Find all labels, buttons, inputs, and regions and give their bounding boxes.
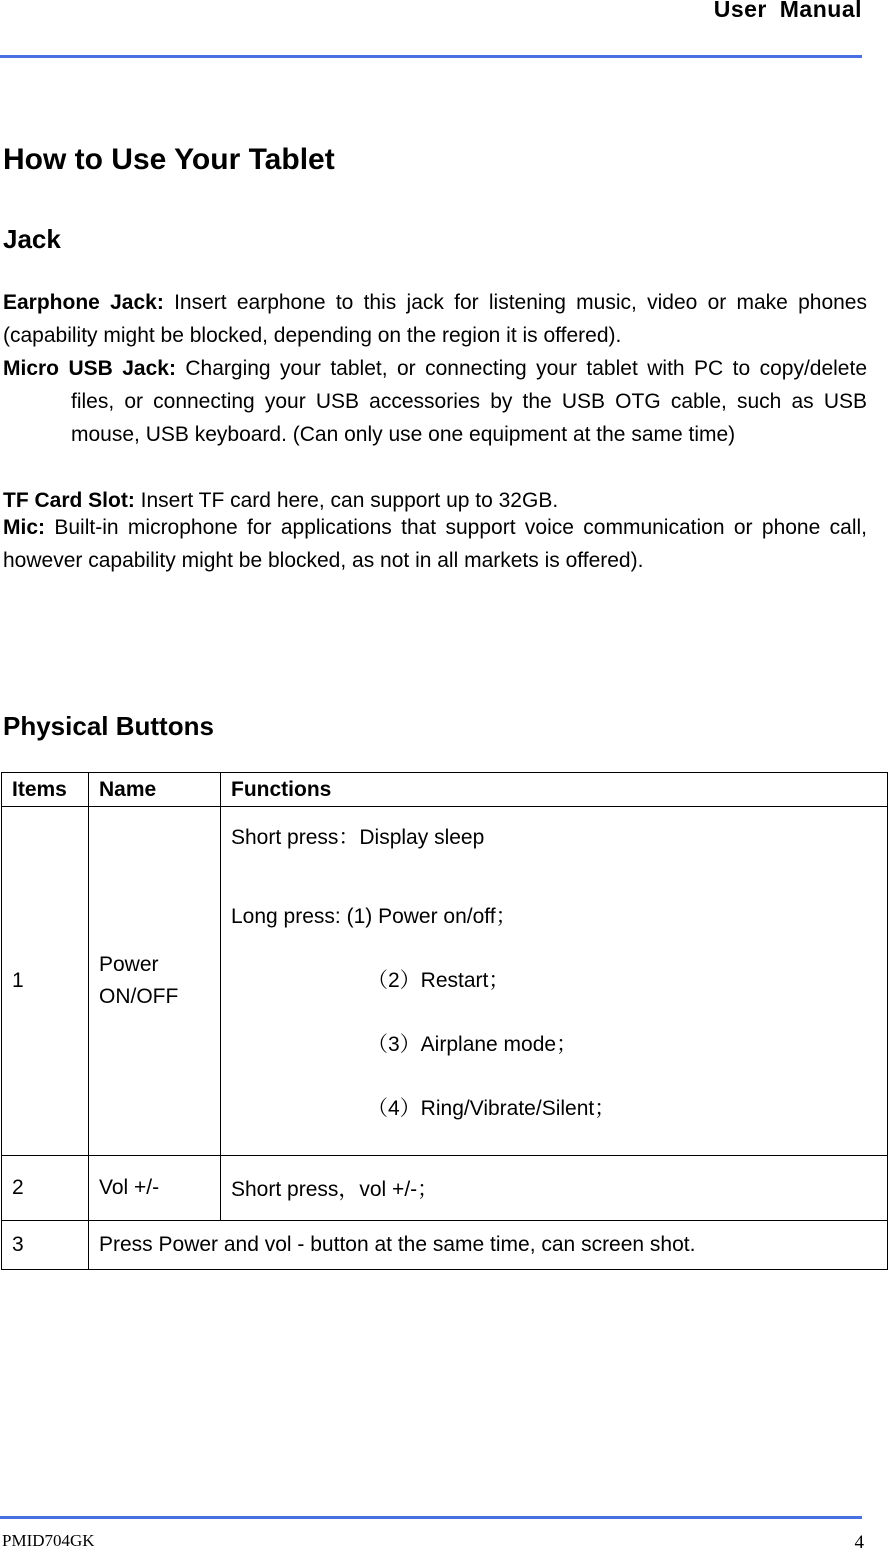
page-title: How to Use Your Tablet — [3, 143, 335, 176]
header-items: Items — [2, 773, 89, 807]
row1-name: Power ON/OFF — [89, 807, 221, 1156]
tf-card-slot-text: Insert TF card here, can support up to 32GB. — [134, 489, 559, 512]
row2-name: Vol +/- — [89, 1156, 221, 1221]
row2-functions: Short press，vol +/-； — [221, 1156, 888, 1221]
physical-buttons-table — [1, 772, 888, 1270]
micro-usb-jack-paragraph — [3, 352, 867, 451]
table-header-row — [2, 773, 888, 807]
function-line: Short press：Display sleep — [231, 826, 485, 849]
footer-model: PMID704GK — [2, 1531, 95, 1550]
mic-text: Built-in microphone for applications that support voice communication or phone call, however capability might be blocked, as not in all markets is offered). — [3, 516, 867, 572]
function-line: （4）Ring/Vibrate/Silent； — [367, 1097, 616, 1120]
table-row — [2, 1221, 888, 1270]
header-functions: Functions — [221, 773, 888, 807]
jack-heading: Jack — [3, 224, 61, 254]
row1-item: 1 — [2, 807, 89, 1156]
table-row — [2, 807, 888, 1156]
header-rule — [0, 55, 862, 58]
function-line: （3）Airplane mode； — [367, 1033, 578, 1056]
page-number: 4 — [854, 1532, 864, 1553]
earphone-jack-label: Earphone Jack: — [3, 291, 164, 314]
row1-functions — [221, 807, 888, 1156]
mic-paragraph — [3, 511, 867, 577]
earphone-jack-text: Insert earphone to this jack for listening music, video or make phones (capability might be blocked, depending on the region it is offered). — [3, 291, 867, 347]
row3-functions: Press Power and vol - button at the same time, can screen shot. — [89, 1221, 888, 1270]
table-row — [2, 1156, 888, 1221]
header-name: Name — [89, 773, 221, 807]
micro-usb-jack-label: Micro USB Jack: — [3, 357, 176, 380]
row2-item: 2 — [2, 1156, 89, 1221]
row3-item: 3 — [2, 1221, 89, 1270]
footer-rule — [0, 1516, 862, 1519]
earphone-jack-paragraph — [3, 286, 867, 352]
tf-card-slot-label: TF Card Slot: — [3, 489, 135, 512]
mic-label: Mic: — [3, 516, 45, 539]
header-title: User Manual — [713, 0, 862, 22]
function-line: Long press: (1) Power on/off； — [231, 905, 517, 928]
function-line: （2）Restart； — [367, 969, 510, 992]
micro-usb-jack-text: Charging your tablet, or connecting your tablet with PC to copy/delete files, or connecting your USB accessories by the USB OTG cable, such as USB mouse, USB keyboard. (Can only use one equipment at the same time) — [71, 357, 867, 446]
physical-buttons-heading: Physical Buttons — [3, 711, 214, 741]
